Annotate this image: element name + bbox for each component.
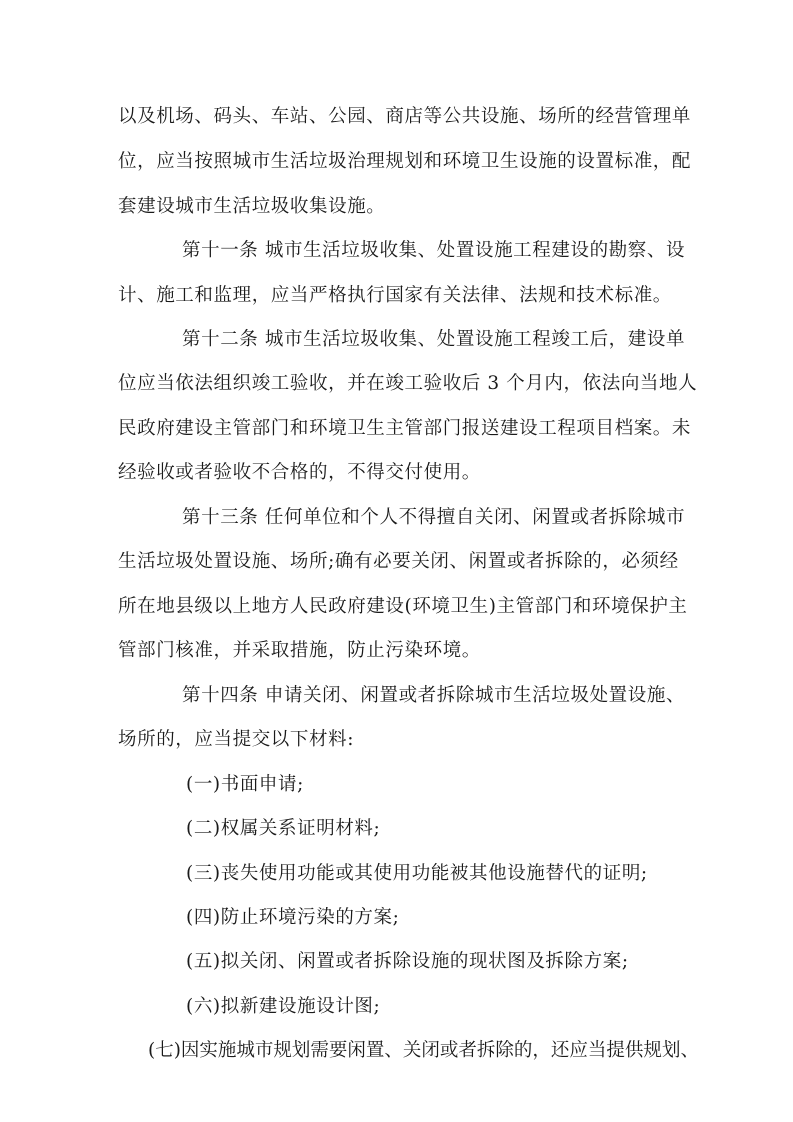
article-12-heading-line: 第十二条 城市生活垃圾收集、处置设施工程竣工后，建设单 bbox=[182, 329, 686, 350]
list-item: (三)丧失使用功能或其使用功能被其他设施替代的证明; bbox=[186, 863, 648, 884]
article-13-heading-line: 第十三条 任何单位和个人不得擅自关闭、闲置或者拆除城市 bbox=[182, 507, 686, 528]
text-line: 位应当依法组织竣工验收，并在竣工验收后 3 个月内，依法向当地人 bbox=[118, 373, 698, 394]
text-line: 计、施工和监理，应当严格执行国家有关法律、法规和技术标准。 bbox=[118, 285, 672, 306]
list-item: (七)因实施城市规划需要闲置、关闭或者拆除的，还应当提供规划、 bbox=[148, 1040, 699, 1061]
text-line: 场所的，应当提交以下材料: bbox=[118, 729, 355, 750]
text-line: 生活垃圾处置设施、场所;确有必要关闭、闲置或者拆除的，必须经 bbox=[118, 551, 679, 572]
list-item: (一)书面申请; bbox=[186, 774, 304, 795]
text-line: 套建设城市生活垃圾收集设施。 bbox=[118, 196, 386, 217]
text-line: 位，应当按照城市生活垃圾治理规划和环境卫生设施的设置标准，配 bbox=[118, 151, 692, 172]
article-14-heading-line: 第十四条 申请关闭、闲置或者拆除城市生活垃圾处置设施、 bbox=[182, 685, 686, 706]
list-item: (五)拟关闭、闲置或者拆除设施的现状图及拆除方案; bbox=[186, 951, 629, 972]
list-item: (四)防止环境污染的方案; bbox=[186, 907, 400, 928]
article-11-heading-line: 第十一条 城市生活垃圾收集、处置设施工程建设的勘察、设 bbox=[182, 240, 686, 261]
text-line: 管部门核准，并采取措施，防止污染环境。 bbox=[118, 640, 481, 661]
list-item: (二)权属关系证明材料; bbox=[186, 818, 381, 839]
text-line: 以及机场、码头、车站、公园、商店等公共设施、场所的经营管理单 bbox=[118, 106, 692, 127]
list-item: (六)拟新建设施设计图; bbox=[186, 996, 381, 1017]
text-line: 所在地县级以上地方人民政府建设(环境卫生)主管部门和环境保护主 bbox=[118, 596, 688, 617]
text-line: 经验收或者验收不合格的，不得交付使用。 bbox=[118, 462, 481, 483]
text-line: 民政府建设主管部门和环境卫生主管部门报送建设工程项目档案。未 bbox=[118, 418, 692, 439]
